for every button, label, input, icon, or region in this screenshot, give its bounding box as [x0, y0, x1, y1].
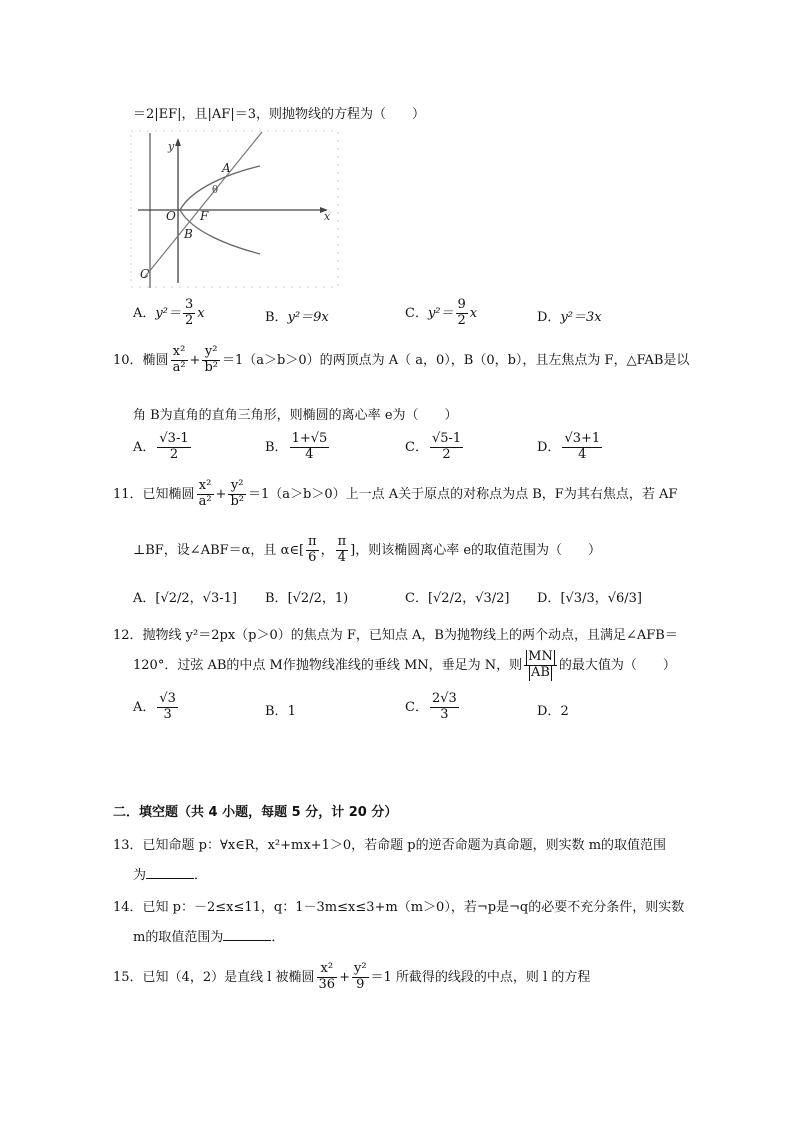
q12-option-b: B．1 — [265, 704, 296, 719]
q10-option-b: B． $\frac{1+√5}{4}$ — [265, 431, 328, 462]
q13-line1: 13．已知命题 p：∀x∈R，x²+mx+1＞0，若命题 p的逆否命题为真命题，则实数 m的取值范围 — [113, 838, 667, 853]
focal-chord-line — [144, 132, 262, 278]
q9-option-b: B．y²＝9x — [265, 310, 329, 325]
q10-option-c: C． $\frac{√5-1}{2}$ — [405, 431, 462, 462]
section-2-title: 二．填空题（共 4 小题，每题 5 分，计 20 分） — [113, 805, 398, 820]
q9-option-c: C．y²＝ $\frac{9}{2}$ x — [405, 297, 478, 328]
q10-line2: 角 B为直角的直角三角形，则椭圆的离心率 e为（ ） — [133, 408, 458, 423]
point-b-label: B — [184, 227, 193, 241]
q11-option-d: D．[√3/3，√6/3] — [537, 591, 642, 606]
q12-line1: 12．抛物线 y²＝2px（p＞0）的焦点为 F，已知点 A，B为抛物线上的两个动点，且满足∠AFB＝ — [113, 628, 678, 643]
q11-option-b: B．[√2/2，1) — [265, 591, 349, 606]
q9-figure — [130, 128, 340, 290]
q12-option-c: C． $\frac{2√3}{3}$ — [405, 691, 457, 722]
q13-answer-blank — [146, 866, 194, 879]
q15-line1: 15．已知（4，2）是直线 l 被椭圆 $\frac{\text{x²}}{36}$ + $\frac{\text{y²}}{9}$ ＝1 所截得的线段的中点，则 l 的方程 — [113, 961, 591, 992]
q11-option-c: C．[√2/2，√3/2] — [405, 591, 510, 606]
q12-option-a: A． $\frac{√3}{3}$ — [133, 691, 176, 722]
q10-line1: 10．椭圆 $\frac{\text{x²}}{\text{a²}}$ + $\frac{\text{y²}}{\text{b²}}$ ＝1（a＞b＞0）的两顶点为 A（ a，0），B（0，b），且左焦点为 F，△FAB是以 — [113, 344, 690, 375]
y-axis-arrow — [175, 138, 181, 146]
q11-line1: 11．已知椭圆 $\frac{\text{x²}}{\text{a²}}$ + $\frac{\text{y²}}{\text{b²}}$ ＝1（a＞b＞0）上一点 A关于原点的对称点为点 B，F为其右焦点，若 AF — [113, 478, 678, 509]
origin-label: O — [166, 209, 176, 223]
point-c-label: C — [140, 267, 150, 281]
q12-line2: 120°．过弦 AB的中点 M作抛物线准线的垂线 MN，垂足为 N，则 $\frac{MN}{AB}$ 的最大值为（ ） — [133, 649, 676, 680]
q9-option-d: D．y²＝3x — [537, 310, 602, 325]
q12-option-d: D．2 — [537, 704, 569, 719]
x-axis-label: x — [324, 210, 331, 223]
focus-label: F — [200, 209, 209, 223]
q11-line2: ⊥BF，设∠ABF＝α，且 α∈[ $\frac{\pi}{6}$ ， $\frac{\pi}{4}$ ]，则该椭圆离心率 e的取值范围为（ ） — [133, 534, 602, 565]
q10-option-a: A． $\frac{√3-1}{2}$ — [133, 431, 189, 462]
point-a-label: A — [222, 161, 231, 175]
q11-option-a: A．[√2/2，√3-1] — [133, 591, 237, 606]
figure-frame — [131, 131, 338, 287]
theta-label: θ — [212, 185, 219, 196]
q14-line1: 14．已知 p：－2≤x≤11，q：1－3m≤x≤3+m（m＞0），若¬p是¬q的必要不充分条件，则实数 — [113, 900, 685, 915]
q10-option-d: D． $\frac{√3+1}{4}$ — [537, 431, 601, 462]
q14-answer-blank — [223, 928, 271, 941]
y-axis-label: y — [168, 140, 175, 153]
q14-line2: m的取值范围为 ． — [133, 930, 285, 945]
q9-stem-tail: ＝2|EF|，且|AF|＝3，则抛物线的方程为（ ） — [133, 107, 425, 122]
q13-line2: 为 ． — [133, 868, 208, 883]
q9-option-a: A．y²＝ $\frac{3}{2}$ x — [133, 297, 205, 328]
